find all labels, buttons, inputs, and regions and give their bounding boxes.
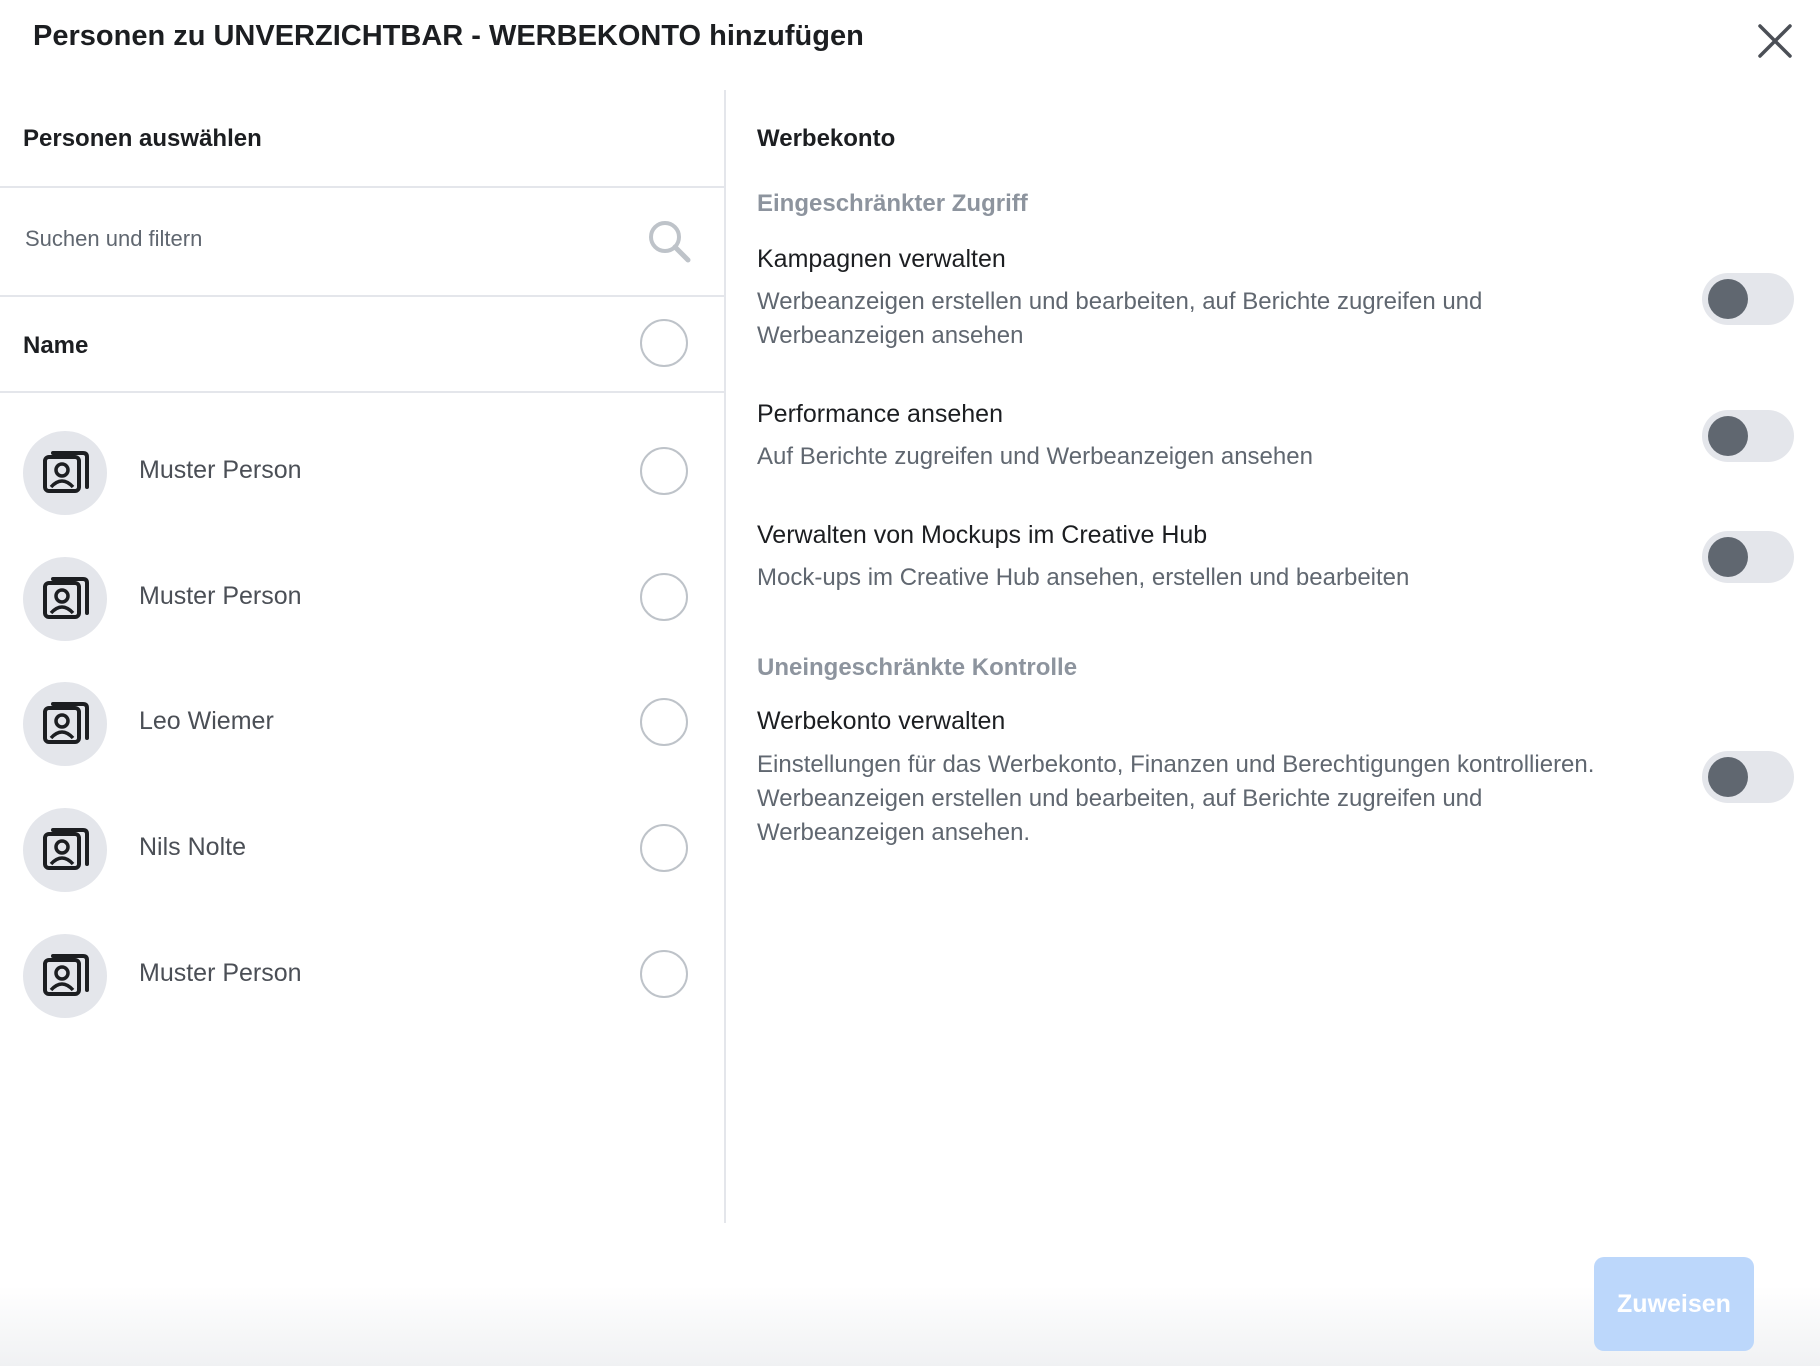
permission-title: Kampagnen verwalten	[757, 245, 1006, 273]
person-name: Nils Nolte	[139, 833, 246, 861]
toggle-mockups-creative-hub[interactable]	[1702, 531, 1794, 583]
toggle-knob	[1708, 416, 1748, 456]
permission-description: Mock-ups im Creative Hub ansehen, erstellen und bearbeiten	[757, 564, 1410, 591]
divider	[0, 391, 724, 393]
person-select-radio[interactable]	[640, 573, 688, 621]
permission-description: Auf Berichte zugreifen und Werbeanzeigen ansehen	[757, 443, 1313, 470]
select-all-radio[interactable]	[640, 319, 688, 367]
full-control-label: Uneingeschränkte Kontrolle	[757, 654, 1078, 681]
footer	[0, 1286, 1820, 1366]
person-row[interactable]	[0, 918, 724, 1028]
close-icon[interactable]	[1756, 22, 1794, 60]
avatar	[23, 682, 107, 766]
person-select-radio[interactable]	[640, 950, 688, 998]
contact-card-icon	[39, 447, 91, 499]
contact-card-icon	[39, 573, 91, 625]
permission-description: Werbeanzeigen erstellen und bearbeiten, auf Berichte zugreifen und Werbeanzeigen ansehen	[757, 288, 1483, 349]
person-row[interactable]	[0, 666, 724, 776]
avatar	[23, 808, 107, 892]
toggle-performance-ansehen[interactable]	[1702, 410, 1794, 462]
permission-title: Performance ansehen	[757, 400, 1003, 428]
people-panel	[0, 90, 726, 1223]
divider	[0, 295, 724, 297]
person-name: Leo Wiemer	[139, 707, 274, 735]
search-row	[0, 188, 724, 292]
avatar	[23, 431, 107, 515]
toggle-werbekonto-verwalten[interactable]	[1702, 751, 1794, 803]
permissions-panel-title: Werbekonto	[757, 125, 896, 152]
permission-description: Einstellungen für das Werbekonto, Finanzen und Berechtigungen kontrollieren. Werbeanzeigen erstellen und bearbeiten, auf Berichte zugreifen und Werbeanzeigen ansehen.	[757, 751, 1595, 846]
toggle-knob	[1708, 757, 1748, 797]
person-select-radio[interactable]	[640, 824, 688, 872]
person-row[interactable]	[0, 792, 724, 902]
permissions-panel	[726, 90, 1820, 1223]
toggle-kampagnen-verwalten[interactable]	[1702, 273, 1794, 325]
search-input[interactable]	[23, 218, 627, 260]
avatar	[23, 934, 107, 1018]
limited-access-label: Eingeschränkter Zugriff	[757, 190, 1028, 217]
people-panel-title: Personen auswählen	[23, 125, 262, 152]
search-icon[interactable]	[646, 218, 692, 264]
permission-title: Werbekonto verwalten	[757, 707, 1006, 735]
contact-card-icon	[39, 950, 91, 1002]
person-name: Muster Person	[139, 582, 302, 610]
toggle-knob	[1708, 279, 1748, 319]
person-name: Muster Person	[139, 959, 302, 987]
person-name: Muster Person	[139, 456, 302, 484]
contact-card-icon	[39, 698, 91, 750]
person-row[interactable]	[0, 541, 724, 651]
dialog-title: Personen zu UNVERZICHTBAR - WERBEKONTO hinzufügen	[33, 20, 864, 52]
contact-card-icon	[39, 824, 91, 876]
assign-button[interactable]: Zuweisen	[1594, 1257, 1754, 1351]
person-select-radio[interactable]	[640, 447, 688, 495]
permission-title: Verwalten von Mockups im Creative Hub	[757, 521, 1208, 549]
close-button[interactable]	[1756, 22, 1794, 60]
name-column-header: Name	[23, 332, 89, 359]
person-row[interactable]	[0, 415, 724, 525]
toggle-knob	[1708, 537, 1748, 577]
avatar	[23, 557, 107, 641]
person-select-radio[interactable]	[640, 698, 688, 746]
